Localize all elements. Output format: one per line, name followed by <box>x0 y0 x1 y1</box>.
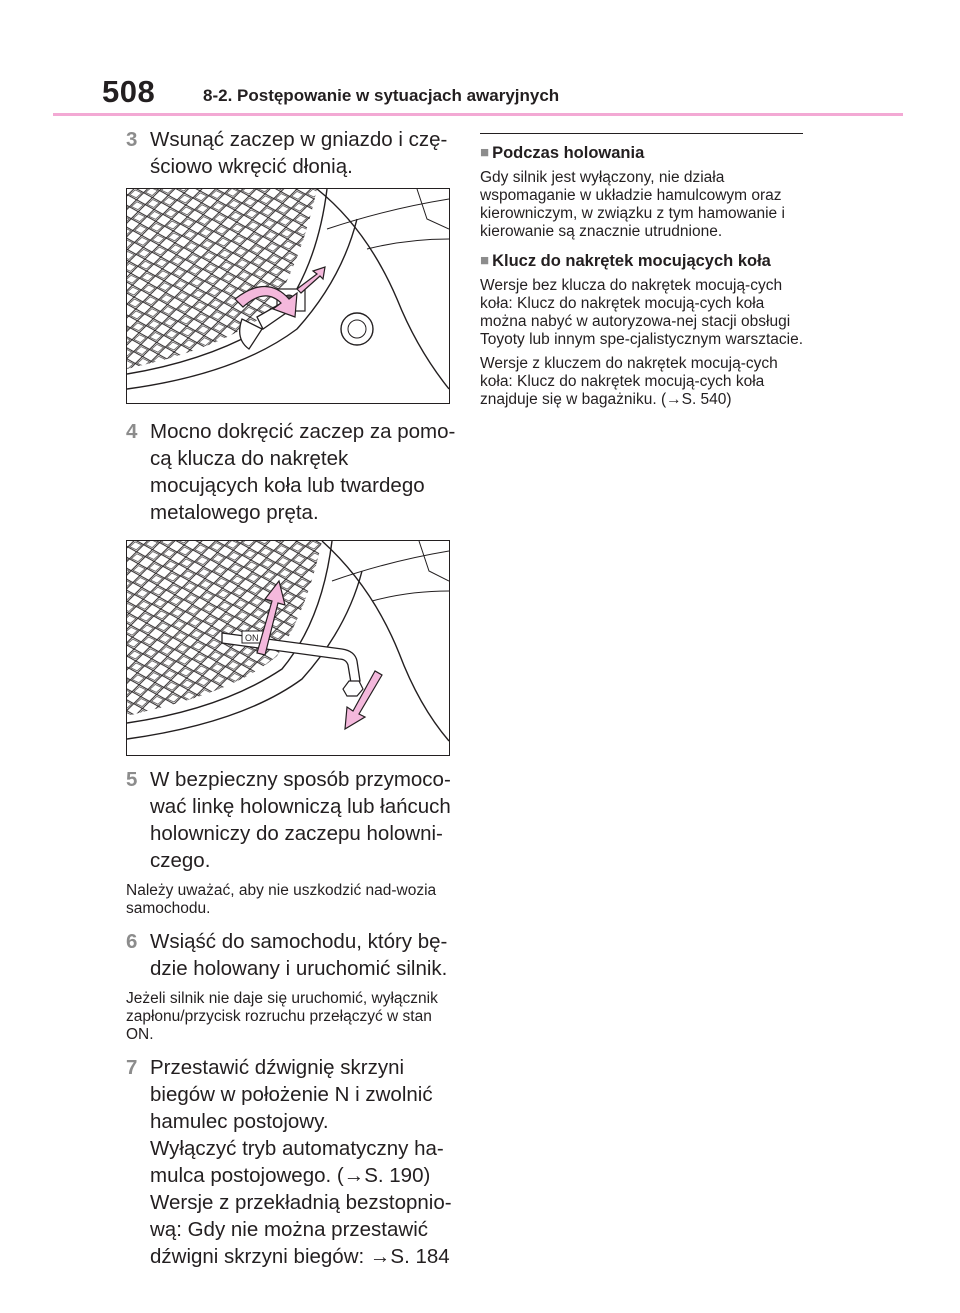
step-5 <box>126 766 456 874</box>
tool-label: ON <box>245 633 259 643</box>
heading-text: Podczas holowania <box>492 144 645 162</box>
step-number: 6 <box>126 930 138 953</box>
wrench-paragraph-1: Wersje bez klucza do nakrętek mocują-cych koła: Klucz do nakrętek mocują-cych koła można nabyć w autoryzowa-nej stacji obsługi Toyoty lub innym spe-cjalistycznym warsztacie. <box>480 277 804 348</box>
step-text: Mocno dokręcić zaczep za pomo-cą klucza do nakrętek mocujących koła lub twardego metalowego pręta. <box>150 420 456 524</box>
heading-wheel-nut-wrench <box>480 251 805 271</box>
header-divider <box>53 113 903 116</box>
page-number: 508 <box>102 74 156 109</box>
step-number: 5 <box>126 768 138 791</box>
page-header <box>0 0 960 120</box>
step-7 <box>126 1054 456 1270</box>
section-title: 8-2. Postępowanie w sytuacjach awaryjnych <box>203 86 560 105</box>
heading-towing <box>480 143 805 163</box>
step-7-line-1: Przestawić dźwignię skrzyni biegów w położenie N i zwolnić hamulec postojowy. <box>150 1056 433 1133</box>
figure-hand-screw-hook <box>126 188 450 404</box>
heading-square-icon: ■ <box>480 252 490 269</box>
step-text: W bezpieczny sposób przymoco-wać linkę holowniczą lub łańcuch holowniczy do zaczepu holowni-czego. <box>150 768 451 872</box>
step-6 <box>126 928 456 982</box>
step-text: Wsunąć zaczep w gniazdo i czę-ściowo wkręcić dłonią. <box>150 128 448 178</box>
left-column <box>126 126 456 1270</box>
step-7-line-3: Wersje z przekładnią bezstopnio-wą: Gdy nie można przestawić dźwigni skrzyni biegów: →S. 184 <box>150 1191 452 1268</box>
towing-paragraph: Gdy silnik jest wyłączony, nie działa wspomaganie w układzie hamulcowym oraz kierowniczym, w związku z tym hamowanie i kierowanie są znacznie utrudnione. <box>480 169 785 240</box>
grille-illustration-2 <box>127 541 449 755</box>
figure-wrench-tighten-hook <box>126 540 450 756</box>
step-text: Wsiąść do samochodu, który bę-dzie holowany i uruchomić silnik. <box>150 930 448 980</box>
step-6-note: Jeżeli silnik nie daje się uruchomić, wyłącznik zapłonu/przycisk rozruchu przełączyć w stan ON. <box>126 990 438 1043</box>
grille-illustration-1 <box>127 189 449 403</box>
heading-text: Klucz do nakrętek mocujących koła <box>492 252 771 270</box>
right-column-divider <box>480 133 803 134</box>
step-5-note: Należy uważać, aby nie uszkodzić nad-wozia samochodu. <box>126 882 437 917</box>
step-4 <box>126 418 456 526</box>
right-column <box>480 133 805 409</box>
step-number: 7 <box>126 1056 138 1079</box>
step-text <box>150 1054 456 1270</box>
step-3 <box>126 126 456 180</box>
wrench-paragraph-2: Wersje z kluczem do nakrętek mocują-cych koła: Klucz do nakrętek mocują-cych koła znajduje się w bagażniku. (→S. 540) <box>480 355 778 408</box>
step-7-line-2: Wyłączyć tryb automatyczny ha-mulca postojowego. (→S. 190) <box>150 1137 444 1187</box>
step-number: 4 <box>126 420 138 443</box>
heading-square-icon: ■ <box>480 144 490 161</box>
step-number: 3 <box>126 128 138 151</box>
